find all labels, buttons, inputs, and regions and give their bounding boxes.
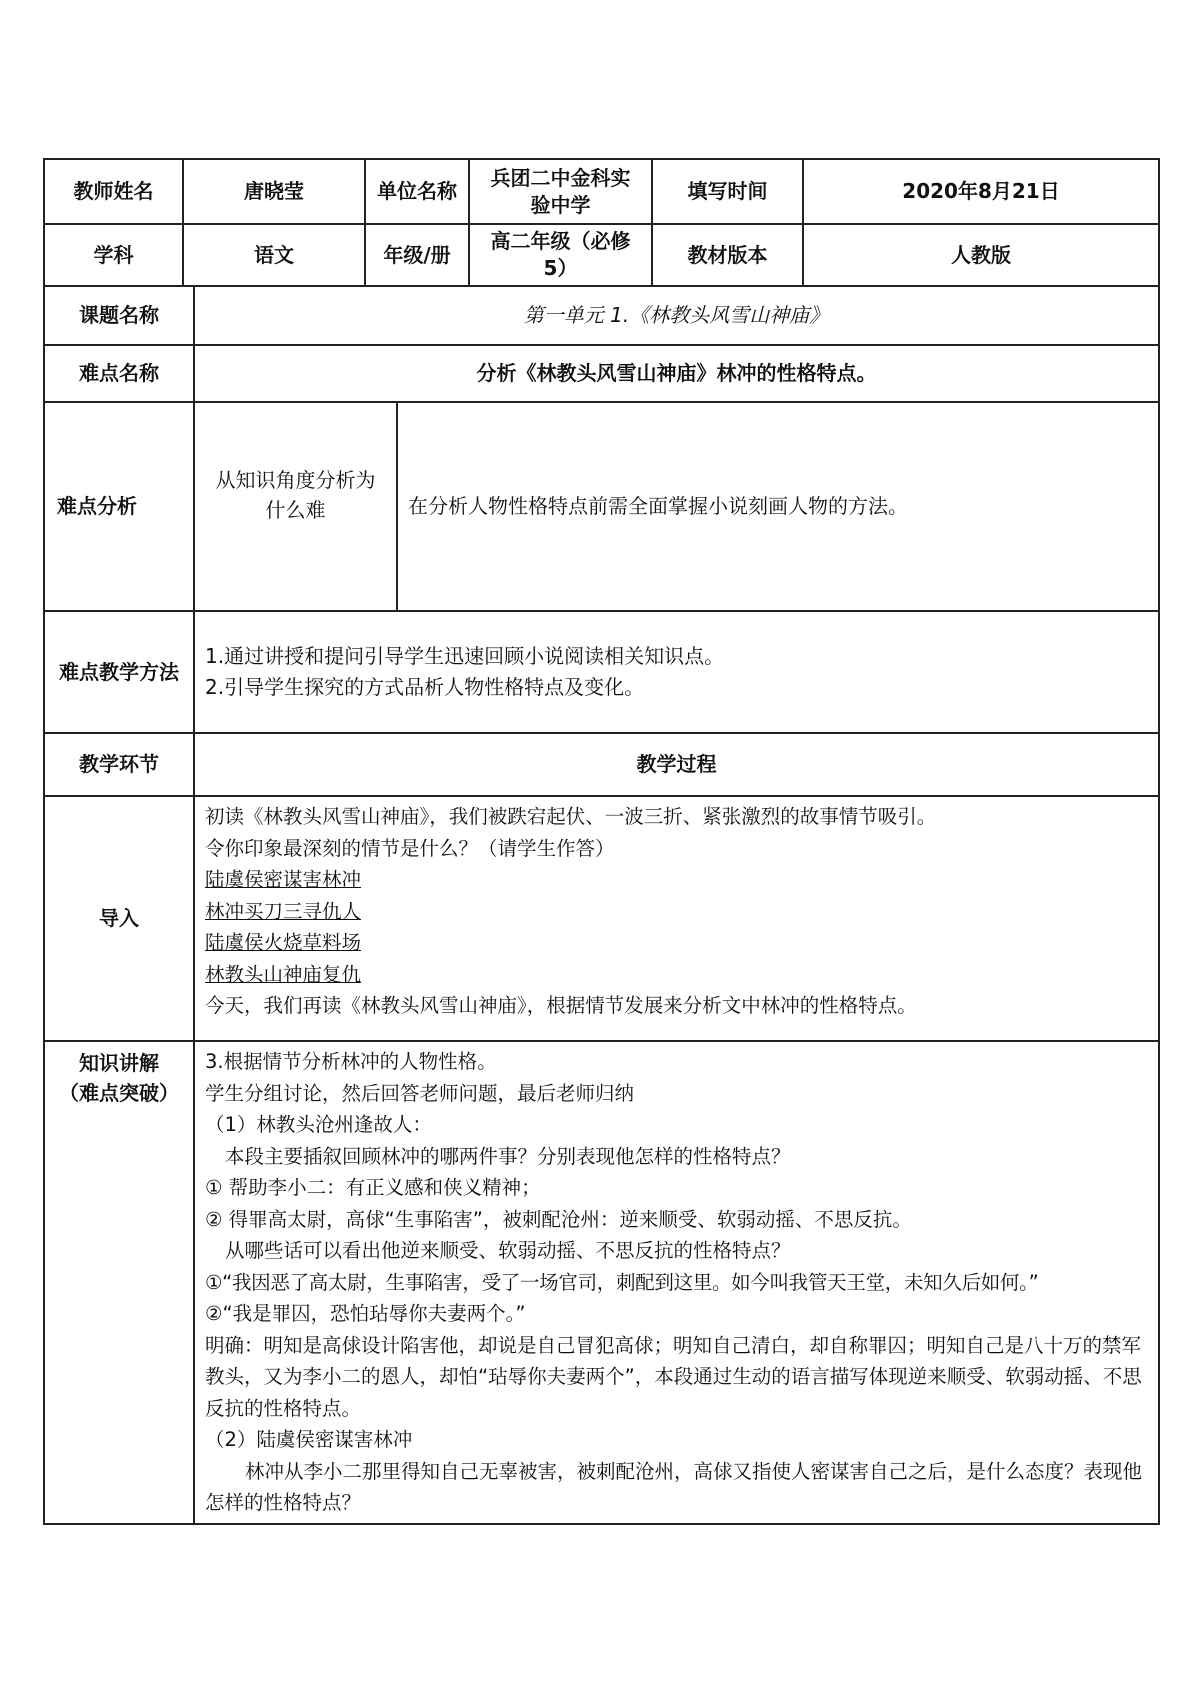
intro-label: 导入 — [44, 796, 194, 1041]
teacher-name-value: 唐晓莹 — [183, 159, 365, 224]
process-label: 教学过程 — [194, 733, 1159, 796]
method-item: 2.引导学生探究的方式品析人物性格特点及变化。 — [205, 675, 645, 699]
methods-list — [194, 611, 1159, 733]
knowledge-line: ① 帮助李小二：有正义感和侠义精神； — [205, 1176, 541, 1199]
intro-content — [194, 796, 1159, 1041]
edition-label: 教材版本 — [652, 224, 803, 286]
intro-line: 初读《林教头风雪山神庙》，我们被跌宕起伏、一波三折、紧张激烈的故事情节吸引。 — [205, 805, 937, 828]
plot-item: 林冲买刀三寻仇人 — [205, 899, 362, 923]
knowledge-line: 从哪些话可以看出他逆来顺受、软弱动摇、不思反抗的性格特点？ — [225, 1239, 791, 1262]
analysis-value: 在分析人物性格特点前需全面掌握小说刻画人物的方法。 — [397, 402, 1159, 611]
analysis-sub-label: 从知识角度分析为什么难 — [194, 402, 397, 611]
knowledge-line: 学生分组讨论，然后回答老师问题，最后老师归纳 — [205, 1081, 635, 1105]
knowledge-line: 明确：明知是高俅设计陷害他，却说是自己冒犯高俅；明知自己清白，却自称罪囚；明知自己是八十万的禁军教头，又为李小二的恩人，却怕“玷辱你夫妻两个”，本段通过生动的语言描写体现逆来顺受、软弱动摇、不思反抗的性格特点。 — [205, 1333, 1142, 1420]
intro-line: 今天，我们再读《林教头风雪山神庙》，根据情节发展来分析文中林冲的性格特点。 — [205, 994, 917, 1017]
knowledge-line: ②“我是罪囚，恐怕玷辱你夫妻两个。” — [205, 1302, 526, 1325]
unit-name-value: 兵团二中金科实验中学 — [469, 159, 652, 224]
grade-value: 高二年级（必修5） — [469, 224, 652, 286]
difficulty-value: 分析《林教头风雪山神庙》林冲的性格特点。 — [194, 345, 1159, 402]
plot-item: 陆虞侯密谋害林冲 — [205, 868, 362, 891]
knowledge-line: （2）陆虞侯密谋害林冲 — [205, 1428, 413, 1451]
knowledge-line: （1）林教头沧州逢故人： — [205, 1113, 432, 1136]
lesson-main-table — [43, 285, 1160, 1525]
knowledge-label — [44, 1041, 194, 1524]
knowledge-line: ② 得罪高太尉，高俅“生事陷害”，被刺配沧州：逆来顺受、软弱动摇、不思反抗。 — [205, 1207, 912, 1231]
grade-label: 年级/册 — [365, 224, 469, 286]
plot-item: 林教头山神庙复仇 — [205, 962, 362, 986]
teacher-name-label: 教师姓名 — [44, 159, 183, 224]
method-item: 1.通过讲授和提问引导学生迅速回顾小说阅读相关知识点。 — [205, 644, 725, 668]
knowledge-line: 本段主要插叙回顾林冲的哪两件事？分别表现他怎样的性格特点？ — [225, 1144, 791, 1168]
intro-line: 令你印象最深刻的情节是什么？（请学生作答） — [205, 836, 615, 860]
knowledge-label-main: 知识讲解 — [79, 1051, 159, 1075]
teacher-info-table — [43, 158, 1160, 287]
process-stage-label: 教学环节 — [44, 733, 194, 796]
subject-value: 语文 — [183, 224, 365, 286]
subject-label: 学科 — [44, 224, 183, 286]
plot-item: 陆虞侯火烧草料场 — [205, 931, 362, 954]
topic-value: 第一单元 1.《林教头风雪山神庙》 — [194, 286, 1159, 345]
difficulty-label: 难点名称 — [44, 345, 194, 402]
analysis-label: 难点分析 — [44, 402, 194, 611]
edition-value: 人教版 — [803, 224, 1159, 286]
methods-label: 难点教学方法 — [44, 611, 194, 733]
knowledge-label-sub: （难点突破） — [59, 1081, 179, 1105]
topic-label: 课题名称 — [44, 286, 194, 345]
unit-name-label: 单位名称 — [365, 159, 469, 224]
knowledge-content — [194, 1041, 1159, 1524]
knowledge-line: ①“我因恶了高太尉，生事陷害，受了一场官司，刺配到这里。如今叫我管天王堂，未知久后如何。” — [205, 1270, 1039, 1294]
knowledge-line: 3.根据情节分析林冲的人物性格。 — [205, 1050, 497, 1073]
fill-date-label: 填写时间 — [652, 159, 803, 224]
knowledge-line: 林冲从李小二那里得知自己无辜被害，被刺配沧州，高俅又指使人密谋害自己之后，是什么态度？表现他怎样的性格特点？ — [205, 1459, 1143, 1514]
fill-date-value: 2020年8月21日 — [803, 159, 1159, 224]
